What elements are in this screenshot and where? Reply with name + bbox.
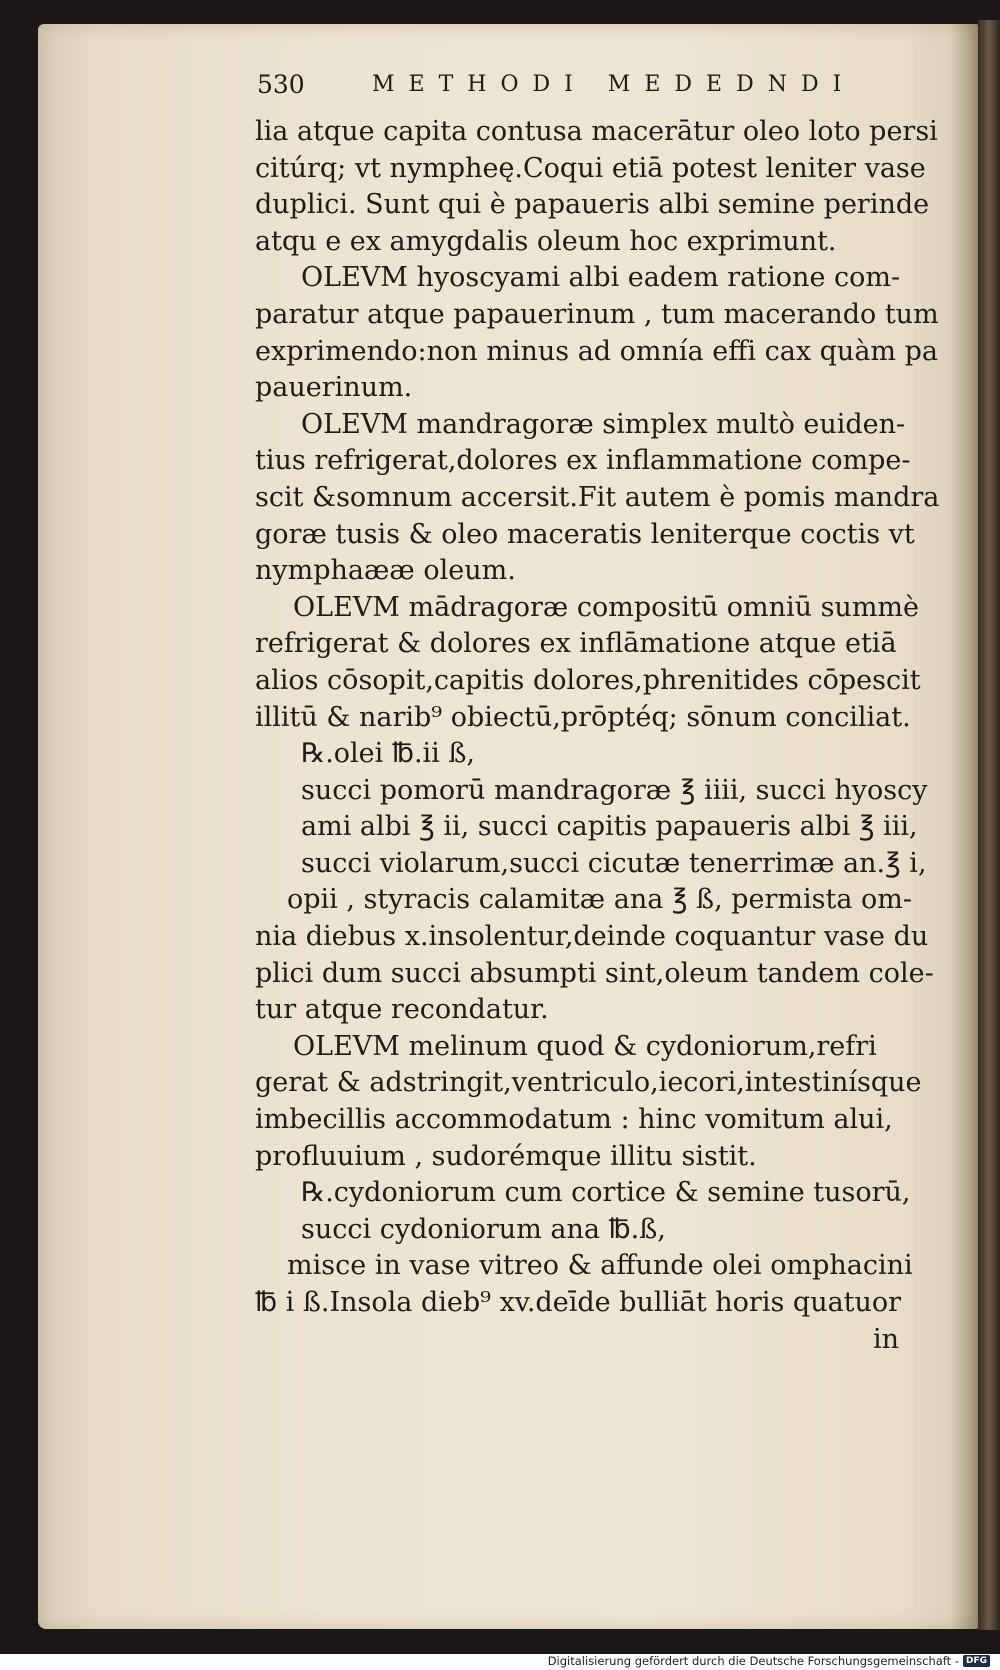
text-line: imbecillis accommodatum : hinc vomitum alui, bbox=[255, 1104, 893, 1136]
text-line: citúrq; vt nympheę.Coqui etiā potest leniter vase bbox=[255, 152, 926, 184]
recipe-line: succi pomorū mandragoræ ℥ iiii, succi hyoscy bbox=[301, 774, 928, 806]
recipe-line: succi violarum,succi cicutæ tenerrimæ an.℥ i, bbox=[301, 847, 927, 879]
text-line: opii , styracis calamitæ ana ℥ ß, permista om- bbox=[287, 884, 913, 916]
text-line: goræ tusis & oleo maceratis leniterque coctis vt bbox=[255, 518, 915, 550]
dfg-logo: DFG bbox=[963, 1655, 990, 1667]
text-line: profluuium , sudorémque illitu sistit. bbox=[255, 1140, 757, 1172]
recipe-line: ℞.olei ℔.ii ß, bbox=[301, 738, 476, 770]
page-header bbox=[257, 70, 856, 110]
text-line: OLEVM mādragoræ compositū omniū summè bbox=[293, 591, 920, 623]
page-edge bbox=[978, 20, 1000, 1630]
text-line: OLEVM melinum quod & cydoniorum,refri bbox=[293, 1030, 877, 1062]
text-line: scit &somnum accersit.Fit autem è pomis mandra bbox=[255, 481, 940, 513]
text-line: alios cōsopit,capitis dolores,phrenitides cōpescit bbox=[255, 664, 921, 696]
text-line: duplici. Sunt qui è papaueris albi semine perinde bbox=[255, 189, 930, 221]
text-line: tius refrigerat,dolores ex inflammatione compe- bbox=[255, 445, 911, 477]
text-line: paratur atque papauerinum , tum macerando tum bbox=[255, 298, 939, 330]
text-line: tur atque recondatur. bbox=[255, 994, 549, 1026]
running-head: METHODI MEDEDNDI bbox=[372, 72, 856, 97]
text-line: exprimendo:non minus ad omnía effi cax quàm pa bbox=[255, 335, 938, 367]
recipe-line: succi cydoniorum ana ℔.ß, bbox=[301, 1213, 666, 1245]
text-line: refrigerat & dolores ex inflāmatione atque etiā bbox=[255, 628, 897, 660]
credit-text: Digitalisierung gefördert durch die Deutsche Forschungsgemeinschaft - bbox=[547, 1654, 959, 1668]
recipe-line: ami albi ℥ ii, succi capitis papaueris albi ℥ iii, bbox=[301, 811, 918, 843]
text-line: plici dum succi absumpti sint,oleum tandem cole- bbox=[255, 957, 934, 989]
catchword: in bbox=[872, 1323, 899, 1355]
text-line: OLEVM mandragoræ simplex multò euiden- bbox=[301, 408, 906, 440]
page-number: 530 bbox=[257, 70, 305, 99]
text-line: pauerinum. bbox=[255, 372, 413, 404]
text-line: OLEVM hyoscyami albi eadem ratione com- bbox=[301, 262, 901, 294]
text-line: lia atque capita contusa macerātur oleo loto persi bbox=[255, 116, 938, 147]
digitization-credit bbox=[548, 1654, 990, 1668]
recipe-line: ℞.cydoniorum cum cortice & semine tusorū, bbox=[301, 1177, 911, 1209]
text-line: nia diebus x.insolentur,deinde coquantur vase du bbox=[255, 921, 929, 953]
text-line: atqu e ex amygdalis oleum hoc exprimunt. bbox=[255, 225, 837, 257]
text-line: ℔ i ß.Insola dieb⁹ xv.deīde bulliāt horis quatuor bbox=[255, 1287, 902, 1318]
text-line: misce in vase vitreo & affunde olei omphacini bbox=[287, 1250, 913, 1282]
text-line: gerat & adstringit,ventriculo,iecori,intestinísque bbox=[255, 1067, 922, 1099]
body-text bbox=[255, 114, 940, 1358]
text-line: illitū & narib⁹ obiectū,prōptéq; sōnum conciliat. bbox=[255, 701, 911, 733]
text-line: nymphaææ oleum. bbox=[255, 555, 516, 587]
